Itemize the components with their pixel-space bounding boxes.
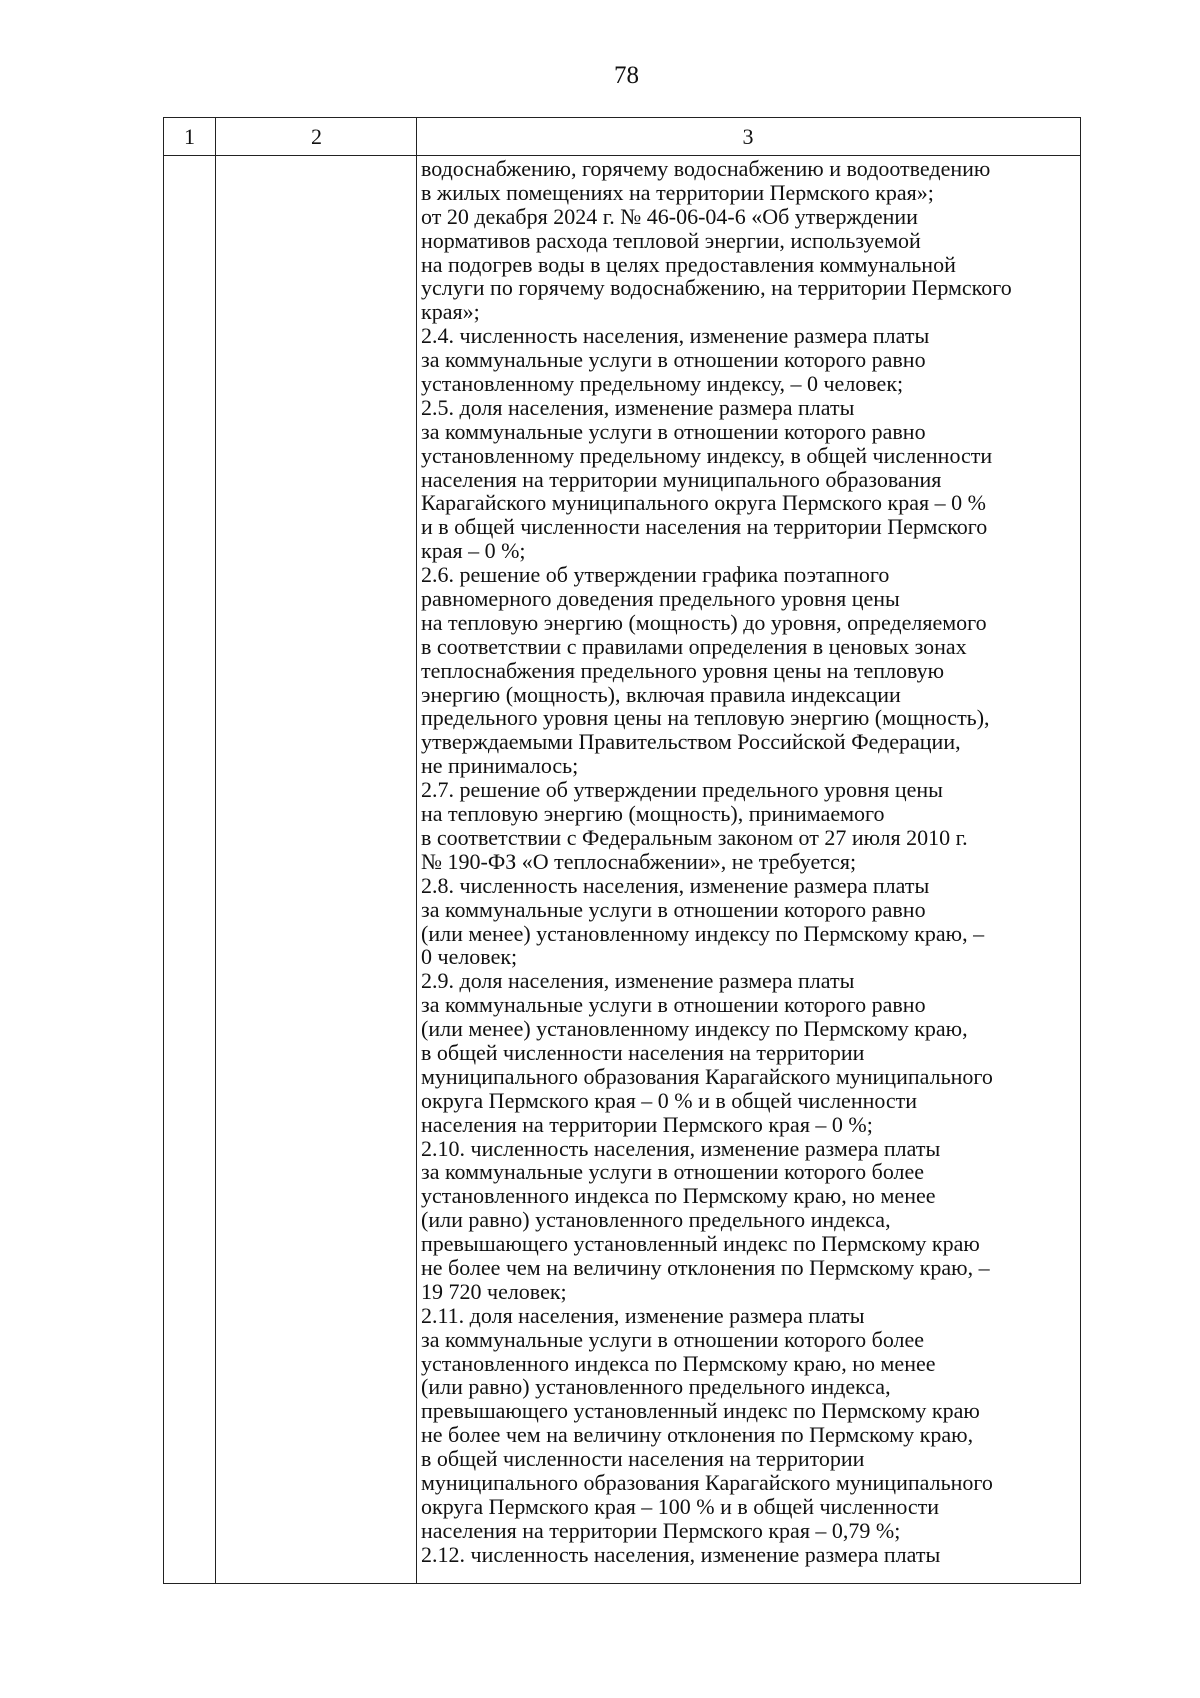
text-line: превышающего установленный индекс по Пермскому краю (421, 1398, 980, 1424)
text-line: на подогрев воды в целях предоставления коммунальной (421, 251, 956, 277)
text-line: теплоснабжения предельного уровня цены на тепловую (421, 657, 945, 683)
text-line: 2.4. численность населения, изменение размера платы (421, 323, 930, 349)
column-divider-1 (215, 118, 216, 1583)
text-line: (или равно) установленного предельного индекса, (421, 1207, 891, 1233)
page-number: 78 (614, 62, 639, 89)
text-line: в соответствии с правилами определения в ценовых зонах (421, 633, 967, 659)
text-line: установленного индекса по Пермскому краю, но менее (421, 1350, 936, 1376)
text-line: за коммунальные услуги в отношении которого более (421, 1326, 925, 1352)
text-line: (или менее) установленному индексу по Пермскому краю, – (421, 920, 985, 946)
column-divider-2 (416, 118, 417, 1583)
document-table (163, 117, 1081, 1584)
text-line: в жилых помещениях на территории Пермского края»; (421, 179, 934, 205)
text-line: превышающего установленный индекс по Пермскому краю (421, 1231, 980, 1257)
text-line: муниципального образования Карагайского муниципального (421, 1469, 993, 1495)
text-line: округа Пермского края – 0 % и в общей численности (421, 1087, 918, 1113)
text-line: в соответствии с Федеральным законом от 27 июля 2010 г. (421, 824, 968, 850)
header-col-3: 3 (742, 124, 754, 149)
text-line: округа Пермского края – 100 % и в общей численности (421, 1493, 940, 1519)
text-line: установленному предельному индексу, – 0 человек; (421, 371, 904, 397)
text-line: за коммунальные услуги в отношении которого равно (421, 347, 926, 373)
text-line: 2.6. решение об утверждении графика поэтапного (421, 562, 890, 588)
text-line: 2.10. численность населения, изменение размера платы (421, 1135, 941, 1161)
text-line: за коммунальные услуги в отношении которого равно (421, 992, 926, 1018)
text-line: за коммунальные услуги в отношении которого более (421, 1159, 925, 1185)
text-line: водоснабжению, горячему водоснабжению и водоотведению (421, 156, 991, 181)
text-line: не принималось; (421, 753, 579, 779)
text-line: предельного уровня цены на тепловую энергию (мощность), (421, 705, 990, 731)
text-line: установленному предельному индексу, в общей численности (421, 442, 993, 468)
text-line: утверждаемыми Правительством Российской Федерации, (421, 729, 961, 755)
text-line: муниципального образования Карагайского муниципального (421, 1063, 993, 1089)
text-line: края – 0 %; (421, 538, 526, 564)
text-line: 2.5. доля населения, изменение размера платы (421, 394, 855, 420)
text-line: установленного индекса по Пермскому краю, но менее (421, 1183, 936, 1209)
text-line: 2.12. численность населения, изменение размера платы (421, 1541, 941, 1567)
header-col-1: 1 (184, 124, 195, 149)
text-line: и в общей численности населения на территории Пермского (421, 514, 988, 540)
text-line: № 190-ФЗ «О теплоснабжении», не требуется; (421, 848, 857, 874)
text-line: (или менее) установленному индексу по Пермскому краю, (421, 1016, 968, 1042)
text-line: населения на территории муниципального образования (421, 466, 942, 492)
text-line: нормативов расхода тепловой энергии, используемой (421, 227, 921, 253)
text-line: Карагайского муниципального округа Пермского края – 0 % (421, 490, 986, 516)
text-line: не более чем на величину отклонения по Пермскому краю, – (421, 1254, 990, 1280)
text-line: 2.8. численность населения, изменение размера платы (421, 872, 930, 898)
text-line: края»; (421, 299, 480, 325)
text-line: в общей численности населения на территории (421, 1039, 865, 1065)
table-header-row (164, 118, 1080, 156)
text-line: 19 720 человек; (421, 1278, 567, 1304)
text-line: на тепловую энергию (мощность) до уровня, определяемого (421, 609, 987, 635)
text-line: 2.7. решение об утверждении предельного уровня цены (421, 777, 943, 803)
column-3-text (421, 157, 1077, 1567)
text-line: равномерного доведения предельного уровня цены (421, 586, 900, 612)
text-line: не более чем на величину отклонения по Пермскому краю, (421, 1422, 974, 1448)
text-line: 2.9. доля населения, изменение размера платы (421, 968, 855, 994)
header-col-2: 2 (311, 124, 322, 149)
text-line: энергию (мощность), включая правила индексации (421, 681, 901, 707)
text-line: населения на территории Пермского края – 0,79 %; (421, 1517, 901, 1543)
text-line: на тепловую энергию (мощность), принимаемого (421, 801, 885, 827)
text-line: услуги по горячему водоснабжению, на территории Пермского (421, 275, 1012, 301)
text-line: за коммунальные услуги в отношении которого равно (421, 418, 926, 444)
text-line: в общей численности населения на территории (421, 1446, 865, 1472)
text-line: от 20 декабря 2024 г. № 46-06-04-6 «Об утверждении (421, 203, 918, 229)
text-line: населения на территории Пермского края – 0 %; (421, 1111, 873, 1137)
text-line: 2.11. доля населения, изменение размера платы (421, 1302, 865, 1328)
text-line: (или равно) установленного предельного индекса, (421, 1374, 891, 1400)
text-line: 0 человек; (421, 944, 518, 970)
text-line: за коммунальные услуги в отношении которого равно (421, 896, 926, 922)
